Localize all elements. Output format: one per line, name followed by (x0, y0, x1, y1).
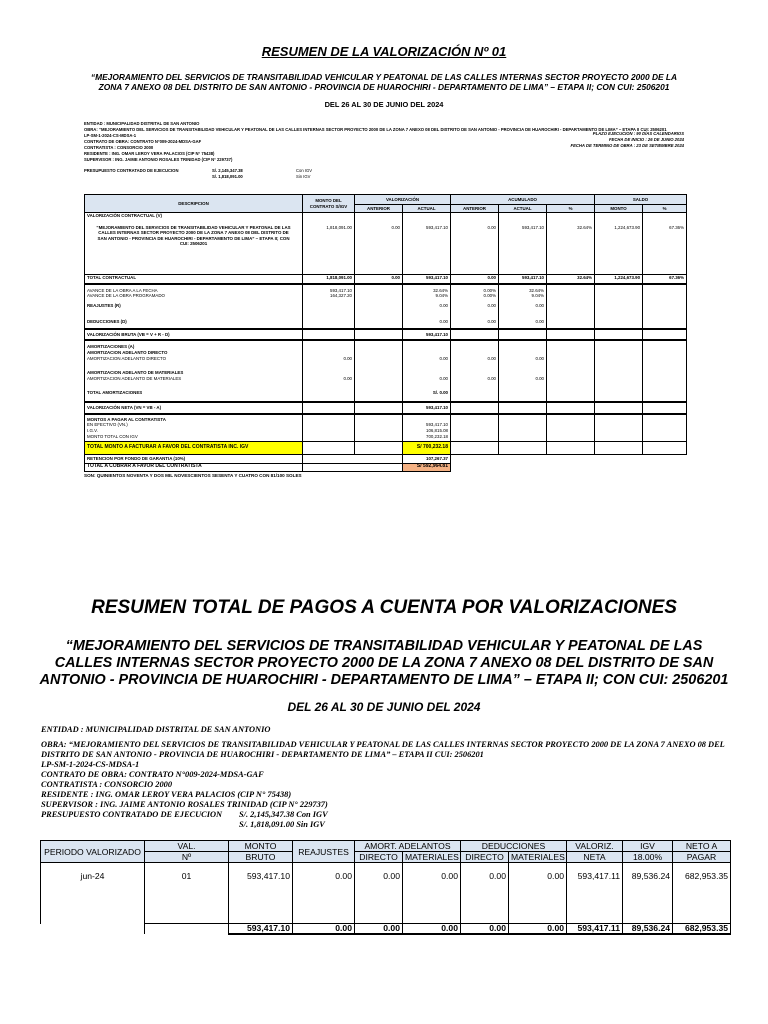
cell: AVANCE DE LA OBRA PROGRAMADO (85, 293, 303, 303)
cell: 0.00% (451, 293, 499, 303)
hdr-neta: NETA (567, 852, 623, 863)
cell: 67.36% (643, 225, 687, 275)
cell: 0.00 (499, 376, 547, 390)
cell: REAJUSTES (R) (85, 303, 303, 315)
table-row (85, 434, 687, 441)
bottom-period: DEL 26 AL 30 DE JUNIO DEL 2024 (287, 700, 481, 714)
cell: 0.00 (451, 275, 499, 284)
cell: 0.00 (499, 356, 547, 370)
cell: 593,417.10 (403, 422, 451, 428)
payments-table (40, 840, 731, 935)
total-neto: 682,953.35 (673, 924, 731, 935)
meta-obra: OBRA: “MEJORAMIENTO DEL SERVICIOS DE TRANSITABILIDAD VEHICULAR Y PEATONAL DE LAS CALLES INTERNAS SECTOR PROYECTO 2000 DE LA ZONA 7 ANEXO 08 DEL DISTRITO DE SAN ANTONIO - PROVINCIA DE HUAROCHIRI - DEPARTAMENTO DE LIMA” – ETAPA II CUI: 2506201 (84, 127, 667, 132)
cell: AMORTIZACION ADELANTO DE MATERIALES (85, 370, 303, 376)
budget-label: PRESUPUESTO CONTRATADO DE EJECUCION (84, 168, 179, 173)
hdr-saldo-pct: % (643, 205, 687, 213)
meta-contratista: CONTRATISTA : CONSORCIO 2000 (41, 780, 173, 789)
hdr-acu-actual: ACTUAL (499, 205, 547, 213)
cell: 593,417.10 (303, 284, 355, 294)
meta-contrato: CONTRATO DE OBRA: CONTRATO N°009-2024-MDSA-GAF (84, 139, 202, 144)
budget-con-tag: Con IGV (296, 168, 313, 173)
hdr-saldo: SALDO (595, 195, 687, 205)
table-row (85, 293, 687, 303)
cell: 593,417.10 (403, 329, 451, 340)
cell: I.G.V. (85, 428, 303, 434)
cell: 0.00 (403, 356, 451, 370)
meta-contratista: CONTRATISTA : CONSORCIO 2000 (84, 145, 154, 150)
cell: VALORIZACIÓN NETA (VN = VB - A) (85, 402, 303, 414)
bottom-project-title: “MEJORAMIENTO DEL SERVICIOS DE TRANSITABILIDAD VEHICULAR Y PEATONAL DE LAS CALLES INTERNAS SECTOR PROYECTO 2000 DE LA ZONA 7 ANEXO 08 DEL DISTRITO DE SAN ANTONIO - PROVINCIA DE HUAROCHIRI - DEPARTAMENTO DE LIMA” – ETAPA II; CON CUI: 2506201 (39, 638, 729, 688)
hdr-amort-directo: DIRECTO (355, 852, 403, 863)
hdr-monto: MONTO DEL CONTRATO S/IGV (303, 195, 355, 213)
table-total-row (41, 924, 731, 935)
cell: MONTO TOTAL CON IGV (85, 434, 303, 441)
hdr-amort-materiales: MATERIALES (403, 852, 461, 863)
cell: 0.00 (403, 376, 451, 390)
hdr-ded-materiales: MATERIALES (509, 852, 567, 863)
cell-amort-dir: 0.00 (355, 863, 403, 924)
row-val-contractual: VALORIZACIÓN CONTRACTUAL (V) (85, 213, 303, 225)
hdr-pagar: PAGAR (673, 852, 731, 863)
total-neta: 593,417.11 (567, 924, 623, 935)
table-row (85, 376, 687, 390)
cell: 700,232.18 (403, 434, 451, 441)
hdr-valoriz: VALORIZ. (567, 841, 623, 852)
budget-con-igv: S/. 2,145,347.38 (239, 810, 295, 819)
total-facturar-label: TOTAL MONTO A FACTURAR A FAVOR DEL CONTRATISTA INC. IGV (85, 441, 303, 454)
table-row (85, 315, 687, 329)
cell: EN EFECTIVO (VN.) (85, 422, 303, 428)
cell-periodo: jun-24 (41, 863, 145, 924)
cell: 32.64% (547, 275, 595, 284)
cell: AMORTIZACIONES (A) (85, 340, 303, 350)
budget-sin-tag: Sin IGV (296, 820, 325, 829)
cell: 1,818,091.00 (303, 275, 355, 284)
cell: 0.00 (451, 315, 499, 329)
cell: 0.00 (403, 315, 451, 329)
hdr-val: VAL. (145, 841, 229, 852)
table-row (85, 463, 687, 471)
meta-residente: RESIDENTE : ING. OMAR LEROY VERA PALACIOS (CIP N° 75438) (84, 151, 215, 156)
cell: 0.00 (499, 315, 547, 329)
meta-entidad: ENTIDAD : MUNICIPALIDAD DISTRITAL DE SAN ANTONIO (41, 725, 271, 734)
meta-residente: RESIDENTE : ING. OMAR LEROY VERA PALACIOS (CIP N° 75438) (41, 790, 292, 799)
budget-sin-igv: S/. 1,818,091.00 (239, 820, 295, 829)
hdr-descripcion: DESCRIPCION (85, 195, 303, 213)
cell: 0.00 (355, 275, 403, 284)
cell: MONTOS A PAGAR AL CONTRATISTA (85, 414, 303, 423)
budget-con-igv: S/. 2,145,347.38 (212, 168, 243, 173)
cell-neta: 593,417.11 (567, 863, 623, 924)
budget-con-tag: Con IGV (296, 810, 328, 819)
cell: 106,815.08 (403, 428, 451, 434)
top-period: DEL 26 AL 30 DE JUNIO DEL 2024 (324, 100, 444, 109)
table-row (85, 340, 687, 350)
meta-supervisor: SUPERVISOR : ING. JAIME ANTONIO ROSALES TRINIDAD (CIP N° 229737) (41, 800, 328, 809)
meta-lp: LP-SM-1-2024-CS-MDSA-1 (84, 133, 137, 138)
total-igv: 89,536.24 (623, 924, 673, 935)
cell: 0.00 (499, 303, 547, 315)
cell-reajustes: 0.00 (293, 863, 355, 924)
hdr-n: Nº (145, 852, 229, 863)
cell: S/. 0.00 (403, 390, 451, 402)
meta-termino: FECHA DE TERMINO DE OBRA : 23 DE SETIEMBRE 2024 (570, 143, 684, 148)
table-row (85, 356, 687, 370)
table-row (85, 441, 687, 454)
top-meta-dates (571, 131, 684, 149)
hdr-reajustes: REAJUSTES (293, 841, 355, 863)
cell-ded-mat: 0.00 (509, 863, 567, 924)
hdr-periodo: PERIODO VALORIZADO (41, 841, 145, 863)
cell: 0.00 (451, 376, 499, 390)
bottom-budget (41, 810, 741, 830)
cell: TOTAL CONTRACTUAL (85, 275, 303, 284)
meta-inicio: FECHA DE INICIO : 26 DE JUNIO 2024 (608, 137, 684, 142)
cell-monto: 593,417.10 (229, 863, 293, 924)
total-cobrar-label: TOTAL A COBRAR A FAVOR DEL CONTRATISTA (85, 463, 303, 471)
budget-label: PRESUPUESTO CONTRATADO DE EJECUCION (41, 810, 223, 819)
table-row (85, 303, 687, 315)
cell: 1,224,673.90 (595, 275, 643, 284)
cell: 593,417.10 (499, 225, 547, 275)
table-row (85, 402, 687, 414)
cell-neto: 682,953.35 (673, 863, 731, 924)
total-amort-dir: 0.00 (355, 924, 403, 935)
cell: 0.00 (451, 303, 499, 315)
cell: 164,327.20 (303, 293, 355, 303)
cell: 593,417.10 (403, 225, 451, 275)
budget-sin-tag: Sin IGV (296, 174, 311, 179)
cell: 67.36% (643, 275, 687, 284)
top-budget (84, 168, 312, 180)
total-cobrar-value: S/ 592,964.81 (403, 463, 451, 471)
cell: 32.64% (499, 284, 547, 294)
meta-lp: LP-SM-1-2024-CS-MDSA-1 (41, 760, 140, 769)
cell-ded-dir: 0.00 (461, 863, 509, 924)
cell: 9.04% (499, 293, 547, 303)
cell: AVANCE DE LA OBRA A LA FECHA (85, 284, 303, 294)
top-project-title: “MEJORAMIENTO DEL SERVICIOS DE TRANSITABILIDAD VEHICULAR Y PEATONAL DE LAS CALLES INTERNAS SECTOR PROYECTO 2000 DE LA ZONA 7 ANEXO 08 DEL DISTRITO DE SAN ANTONIO - PROVINCIA DE HUAROCHIRI - DEPARTAMENTO DE LIMA” – ETAPA II; CON CUI: 2506201 (90, 72, 678, 92)
cell: RETENCION POR FONDO DE GARANTIA (10%) (85, 454, 303, 463)
cell: 0.00% (451, 284, 499, 294)
budget-sin-igv: S/. 1,818,091.00 (212, 174, 243, 179)
amount-in-words: SON: QUINIENTOS NOVENTA Y DOS MIL NOVESCIENTOS SESENTA Y CUATRO CON 81/100 SOLES (84, 473, 302, 478)
hdr-monto: MONTO (229, 841, 293, 852)
table-row (85, 225, 687, 275)
cell: VALORIZACIÓN BRUTA (VB = V + R - D) (85, 329, 303, 340)
table-row (85, 390, 687, 402)
hdr-val-actual: ACTUAL (403, 205, 451, 213)
cell: 0.00 (403, 303, 451, 315)
table-row (85, 329, 687, 340)
table-row (85, 454, 687, 463)
cell: 0.00 (303, 356, 355, 370)
meta-supervisor: SUPERVISOR : ING. JAIME ANTONIO ROSALES TRINIDAD (CIP N° 229737) (84, 157, 233, 162)
cell-amort-mat: 0.00 (403, 863, 461, 924)
cell: 1,224,673.90 (595, 225, 643, 275)
hdr-neto: NETO A (673, 841, 731, 852)
total-ded-dir: 0.00 (461, 924, 509, 935)
cell: 0.00 (451, 356, 499, 370)
cell: DEDUCCIONES (D) (85, 315, 303, 329)
cell: TOTAL AMORTIZACIONES (85, 390, 303, 402)
bottom-meta (41, 725, 741, 830)
hdr-acu-pct: % (547, 205, 595, 213)
hdr-val-anterior: ANTERIOR (355, 205, 403, 213)
cell: 593,417.10 (499, 275, 547, 284)
hdr-amort: AMORT. ADELANTOS (355, 841, 461, 852)
cell: 1,818,091.00 (303, 225, 355, 275)
hdr-deducciones: DEDUCCIONES (461, 841, 567, 852)
total-monto: 593,417.10 (229, 924, 293, 935)
hdr-valorizacion: VALORIZACIÓN (355, 195, 451, 205)
cell: AMORTIZACION ADELANTO DE MATERIALES (85, 376, 303, 390)
total-ded-mat: 0.00 (509, 924, 567, 935)
cell: 0.00 (303, 376, 355, 390)
total-reajustes: 0.00 (293, 924, 355, 935)
cell: 32.64% (403, 284, 451, 294)
cell: AMORTIZACION ADELANTO DIRECTO (85, 350, 303, 356)
hdr-acumulado: ACUMULADO (451, 195, 595, 205)
cell: 107,267.37 (403, 454, 451, 463)
meta-obra: OBRA: “MEJORAMIENTO DEL SERVICIOS DE TRANSITABILIDAD VEHICULAR Y PEATONAL DE LAS CALLES INTERNAS SECTOR PROYECTO 2000 DE LA ZONA 7 ANEXO 08 DEL DISTRITO DE SAN ANTONIO - PROVINCIA DE HUAROCHIRI - DEPARTAMENTO DE LIMA” – ETAPA II CUI: 2506201 (41, 740, 725, 759)
total-amort-mat: 0.00 (403, 924, 461, 935)
cell: 0.00 (451, 225, 499, 275)
meta-entidad: ENTIDAD : MUNICIPALIDAD DISTRITAL DE SAN ANTONIO (84, 121, 200, 126)
cell-igv: 89,536.24 (623, 863, 673, 924)
cell-val: 01 (145, 863, 229, 924)
cell: 593,417.10 (403, 275, 451, 284)
hdr-bruto: BRUTO (229, 852, 293, 863)
cell: AMORTIZACION ADELANTO DIRECTO (85, 356, 303, 370)
total-facturar-value: S/ 700,232.18 (403, 441, 451, 454)
bottom-title: RESUMEN TOTAL DE PAGOS A CUENTA POR VALORIZACIONES (91, 597, 677, 618)
hdr-igv: IGV (623, 841, 673, 852)
cell: 593,417.10 (403, 402, 451, 414)
meta-plazo: PLAZO EJECUCION : 90 DÍAS CALENDARIOS (592, 131, 684, 136)
table-row (85, 414, 687, 423)
valorization-table (84, 194, 687, 472)
project-desc: “MEJORAMIENTO DEL SERVICIOS DE TRANSITABILIDAD VEHICULAR Y PEATONAL DE LAS CALLES INTERNAS SECTOR PROYECTO 2000 DE LA ZONA 7 ANEXO 08 DEL DISTRITO DE SAN ANTONIO - PROVINCIA DE HUAROCHIRI - DEPARTAMENTO DE LIMA” – ETAPA II; CON CUI: 2506201 (85, 225, 303, 275)
table-row (41, 863, 731, 924)
meta-contrato: CONTRATO DE OBRA: CONTRATO N°009-2024-MDSA-GAF (41, 770, 264, 779)
hdr-igv-pct: 18.00% (623, 852, 673, 863)
table-row (85, 284, 687, 294)
hdr-ded-directo: DIRECTO (461, 852, 509, 863)
cell: 0.00 (355, 225, 403, 275)
cell: 32.64% (547, 225, 595, 275)
cell: 9.04% (403, 293, 451, 303)
hdr-saldo-monto: MONTO (595, 205, 643, 213)
hdr-acu-anterior: ANTERIOR (451, 205, 499, 213)
table-row (85, 275, 687, 284)
top-title: RESUMEN DE LA VALORIZACIÓN Nº 01 (261, 44, 507, 59)
